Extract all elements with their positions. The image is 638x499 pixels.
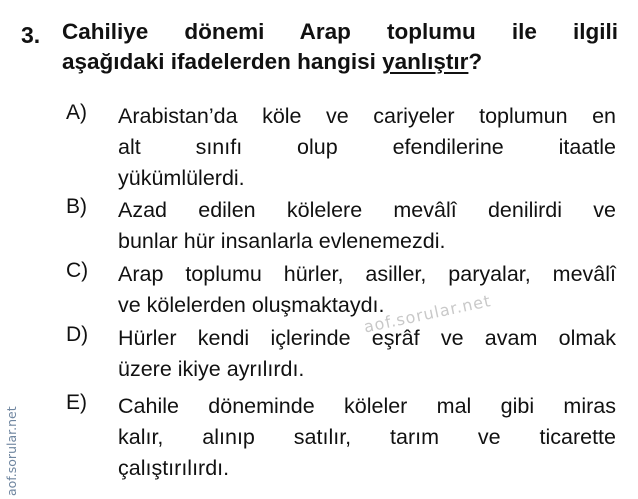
watermark-text: aof.sorular.net [362, 291, 493, 337]
stem-emphasis: yanlıştır [382, 49, 469, 74]
option-a-letter[interactable]: A) [66, 101, 87, 124]
option-e-text[interactable] [118, 391, 616, 484]
option-c-line-2: ve kölelerden oluşmaktaydı. [118, 293, 385, 317]
option-b-letter[interactable]: B) [66, 195, 87, 218]
stem-line-1: Cahiliye dönemi Arap toplumu ile ilgili [62, 19, 618, 44]
option-c-line-1: Arap toplumu hürler, asiller, paryalar, mevâlî [118, 262, 616, 286]
side-watermark: aof.sorular.net [4, 406, 19, 496]
option-e-line-1: Cahile döneminde köleler mal gibi miras [118, 394, 616, 418]
option-a-line-1: Arabistan’da köle ve cariyeler toplumun en [118, 104, 616, 128]
question-stem [62, 17, 618, 77]
option-b-line-2: bunlar hür insanlarla evlenemezdi. [118, 229, 446, 253]
option-d-letter[interactable]: D) [66, 323, 89, 346]
option-c-text[interactable] [118, 259, 616, 321]
stem-line-2-post: ? [468, 49, 483, 74]
option-d-line-1: Hürler kendi içlerinde eşrâf ve avam olmak [118, 326, 616, 350]
option-a-line-2: alt sınıfı olup efendilerine itaatle [118, 135, 616, 159]
option-e-line-3: çalıştırılırdı. [118, 456, 230, 480]
option-a-text[interactable] [118, 101, 616, 194]
option-b-line-1: Azad edilen kölelere mevâlî denilirdi ve [118, 198, 616, 222]
stem-line-2-pre: aşağıdaki ifadelerden hangisi [62, 49, 383, 74]
option-e-letter[interactable]: E) [66, 391, 87, 414]
option-a-line-3: yükümlülerdi. [118, 166, 245, 190]
question-number: 3. [21, 22, 41, 48]
option-c-letter[interactable]: C) [66, 259, 89, 282]
option-d-line-2: üzere ikiye ayrılırdı. [118, 357, 305, 381]
option-e-line-2: kalır, alınıp satılır, tarım ve ticarette [118, 425, 616, 449]
option-b-text[interactable] [118, 195, 616, 257]
